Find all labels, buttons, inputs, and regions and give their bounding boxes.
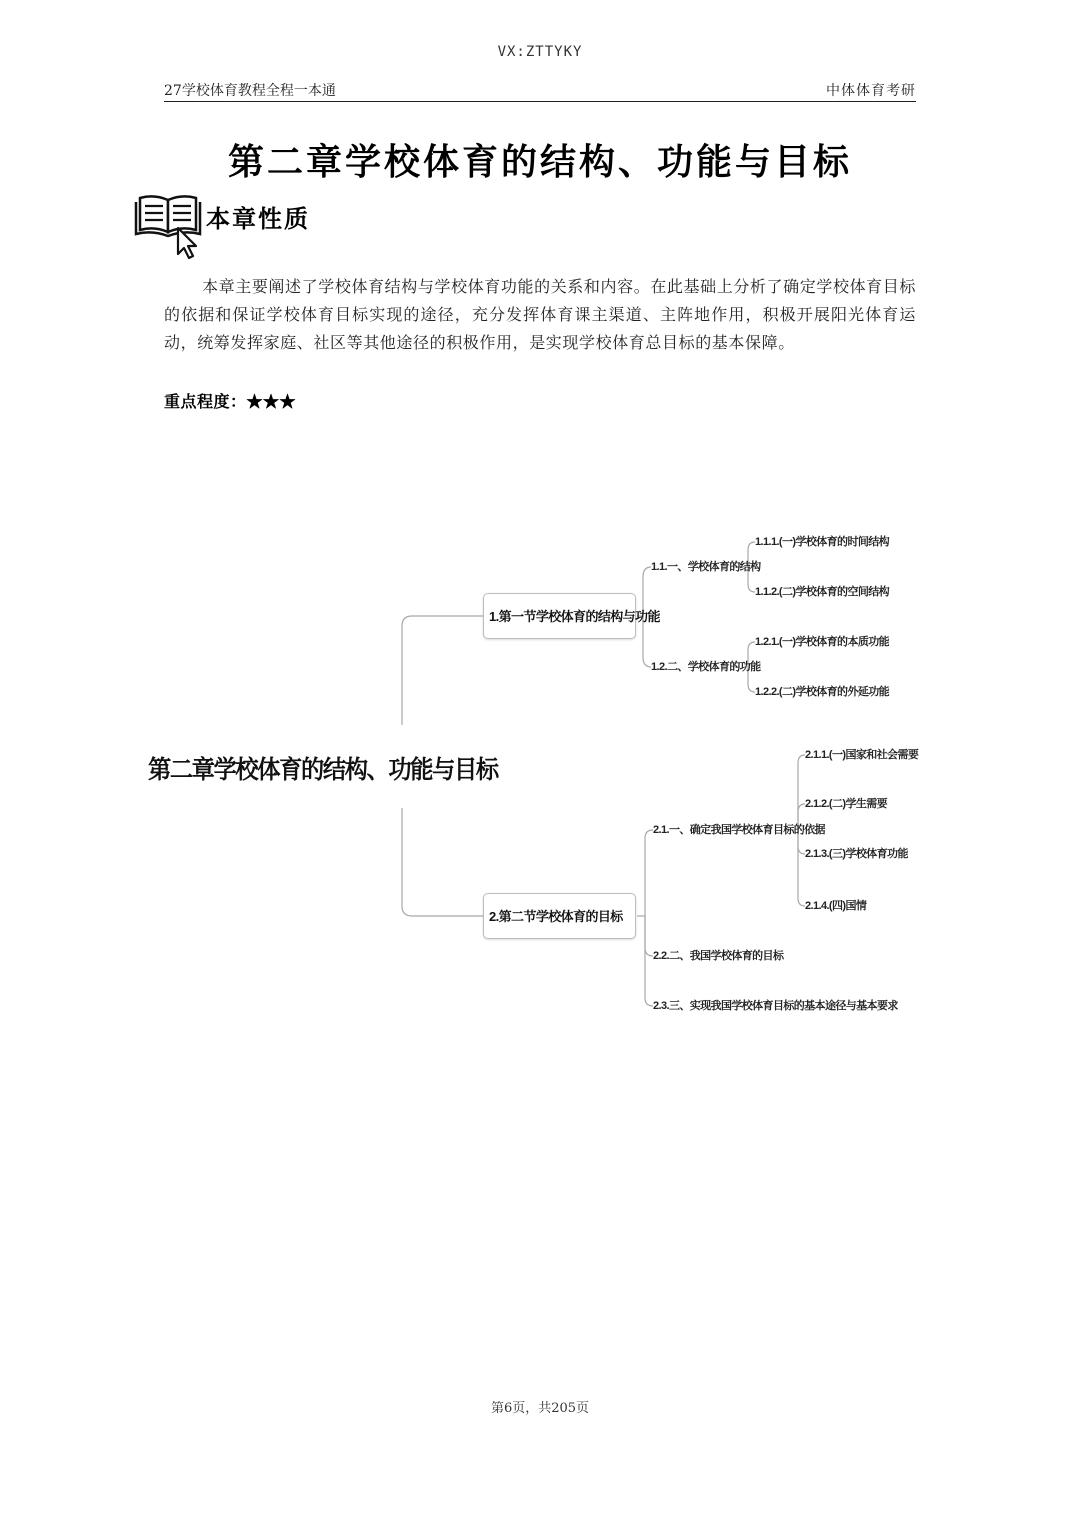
mind-map: [140, 520, 920, 1030]
book-cursor-icon: [132, 190, 204, 260]
topic-1-1: 1.1.一、学校体育的结构: [651, 561, 761, 573]
topic-2-1: 2.1.一、确定我国学校体育目标的依据: [653, 824, 825, 836]
chapter-summary: 本章主要阐述了学校体育结构与学校体育功能的关系和内容。在此基础上分析了确定学校体育目标的依据和保证学校体育目标实现的途径，充分发挥体育课主渠道、主阵地作用，积极开展阳光体育运动，统筹发挥家庭、社区等其他途径的积极作用，是实现学校体育总目标的基本保障。: [164, 277, 916, 352]
leaf-1-2-2: 1.2.2.(二)学校体育的外延功能: [755, 686, 890, 698]
leaf-2-1-3: 2.1.3.(三)学校体育功能: [805, 848, 908, 860]
leaf-2-1-1: 2.1.1.(一)国家和社会需要: [805, 749, 919, 761]
chapter-title: 第二章学校体育的结构、功能与目标: [227, 141, 852, 183]
branch-section-1: 1.第一节学校体育的结构与功能: [483, 593, 636, 639]
leaf-1-1-2: 1.1.2.(二)学校体育的空间结构: [755, 586, 890, 598]
header-divider: [164, 101, 916, 102]
topic-2-3: 2.3.三、实现我国学校体育目标的基本途径与基本要求: [653, 1000, 898, 1012]
leaf-1-1-1: 1.1.1.(一)学校体育的时间结构: [755, 536, 890, 548]
importance-rating: 重点程度：★★★: [164, 392, 297, 411]
topic-1-2: 1.2.二、学校体育的功能: [651, 661, 761, 673]
watermark: VX:ZTTYKY: [497, 44, 583, 60]
leaf-2-1-2: 2.1.2.(二)学生需要: [805, 798, 888, 810]
page-number: 第6页，共205页: [490, 1401, 590, 1416]
header-title: 27学校体育教程全程一本通: [164, 83, 336, 99]
branch-section-2: 2.第二节学校体育的目标: [483, 893, 636, 939]
mind-map-root: 第二章学校体育的结构、功能与目标: [148, 756, 498, 784]
header-publisher: 中体体育考研: [826, 83, 916, 99]
leaf-2-1-4: 2.1.4.(四)国情: [805, 900, 867, 912]
section-heading: 本章性质: [206, 204, 310, 233]
topic-2-2: 2.2.二、我国学校体育的目标: [653, 950, 784, 962]
leaf-1-2-1: 1.2.1.(一)学校体育的本质功能: [755, 636, 890, 648]
